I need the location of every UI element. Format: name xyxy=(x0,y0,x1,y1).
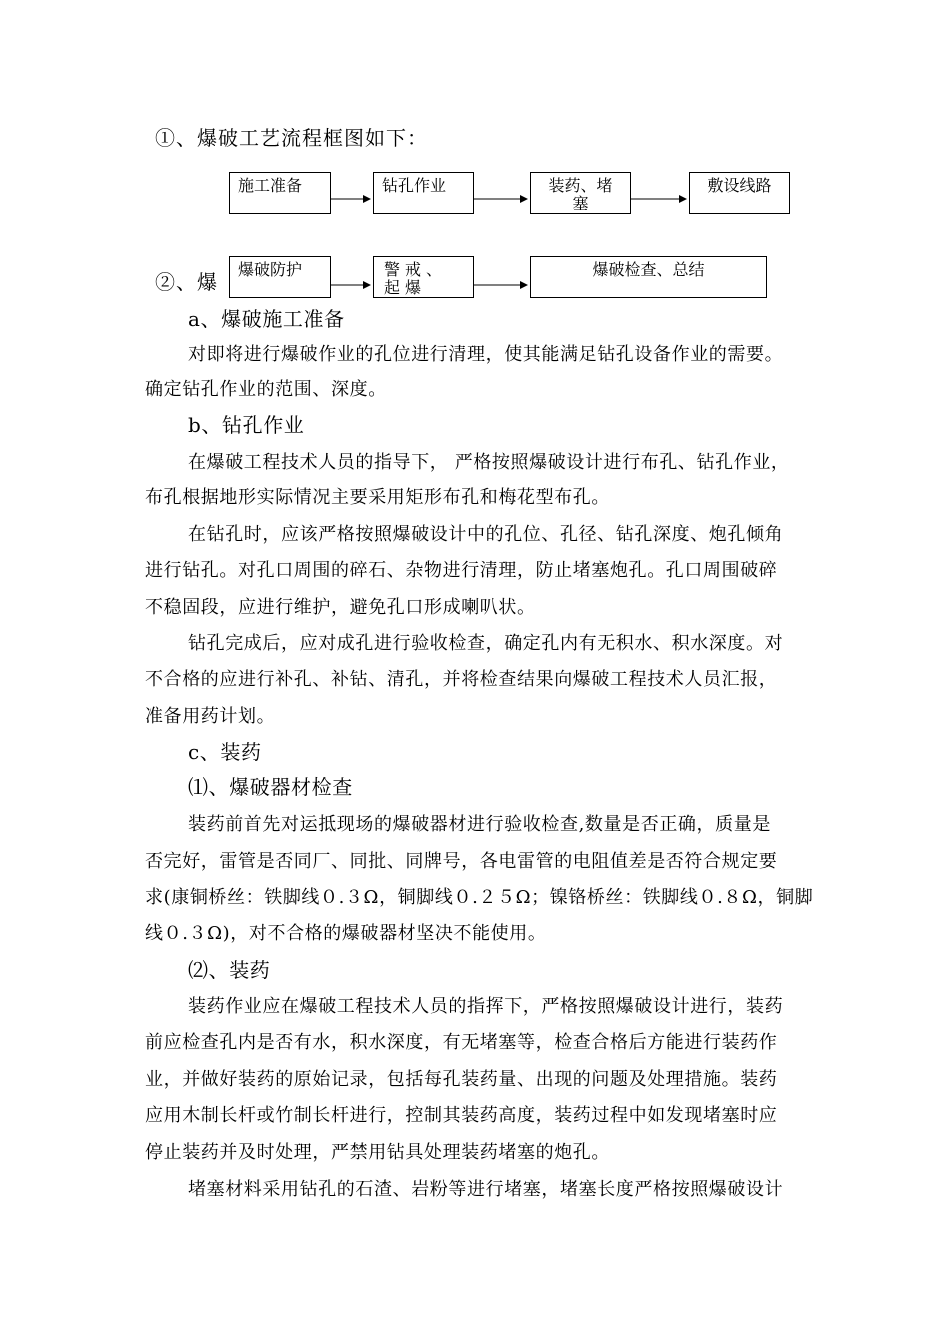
flow-box-preparation: 施工准备 xyxy=(229,172,331,214)
text-line: 业，并做好装药的原始记录，包括每孔装药量、出现的问题及处理措施。装药 xyxy=(145,1069,778,1090)
section-b-heading: b、钻孔作业 xyxy=(188,413,305,437)
text-line: 应用木制长杆或竹制长杆进行，控制其装药高度，装药过程中如发现堵塞时应 xyxy=(145,1105,778,1126)
text-line: 对即将进行爆破作业的孔位进行清理，使其能满足钻孔设备作业的需要。 xyxy=(188,344,784,365)
text-line: 停止装药并及时处理，严禁用钻具处理装药堵塞的炮孔。 xyxy=(145,1142,610,1163)
text-line: 求(康铜桥丝：铁脚线０.３Ω，铜脚线０.２５Ω；镍铬桥丝：铁脚线０.８Ω，铜脚 xyxy=(145,887,814,908)
text-line: 装药作业应在爆破工程技术人员的指挥下，严格按照爆破设计进行，装药 xyxy=(188,996,784,1017)
text-line: 线０.３Ω)，对不合格的爆破器材坚决不能使用。 xyxy=(145,923,547,944)
flow-box-drilling: 钻孔作业 xyxy=(373,172,474,214)
text-line: 布孔根据地形实际情况主要采用矩形布孔和梅花型布孔。 xyxy=(145,487,610,508)
text-line: 不合格的应进行补孔、补钻、清孔，并将检查结果向爆破工程技术人员汇报， xyxy=(145,669,778,690)
section-c-heading: c、装药 xyxy=(188,740,262,764)
subsection-1-heading: ⑴、爆破器材检查 xyxy=(188,775,353,799)
section-2-heading: ②、爆 xyxy=(155,270,218,294)
text-line: 准备用药计划。 xyxy=(145,706,276,727)
text-line: 在爆破工程技术人员的指导下， 严格按照爆破设计进行布孔、钻孔作业， xyxy=(188,452,790,473)
text-line: 确定钻孔作业的范围、深度。 xyxy=(145,379,387,400)
flow-box-charging: 装药、堵塞 xyxy=(530,172,631,214)
flow-box-warning: 警戒、起爆 xyxy=(373,256,474,298)
text-line: 堵塞材料采用钻孔的石渣、岩粉等进行堵塞，堵塞长度严格按照爆破设计 xyxy=(188,1179,784,1200)
subsection-2-heading: ⑵、装药 xyxy=(188,958,271,982)
flowchart-arrows xyxy=(0,0,950,320)
flow-box-inspection: 爆破检查、总结 xyxy=(530,256,767,298)
flowchart-title: ①、爆破工艺流程框图如下： xyxy=(155,126,428,150)
flow-box-protection: 爆破防护 xyxy=(229,256,331,298)
text-line: 装药前首先对运抵现场的爆破器材进行验收检查,数量是否正确，质量是 xyxy=(188,814,771,835)
text-line: 否完好，雷管是否同厂、同批、同牌号，各电雷管的电阻值差是否符合规定要 xyxy=(145,851,778,872)
text-line: 不稳固段，应进行维护，避免孔口形成喇叭状。 xyxy=(145,597,536,618)
flow-box-wiring: 敷设线路 xyxy=(689,172,790,214)
text-line: 钻孔完成后，应对成孔进行验收检查，确定孔内有无积水、积水深度。对 xyxy=(188,633,784,654)
text-line: 前应检查孔内是否有水，积水深度，有无堵塞等，检查合格后方能进行装药作 xyxy=(145,1032,778,1053)
section-a-heading: a、爆破施工准备 xyxy=(188,307,345,331)
text-line: 在钻孔时，应该严格按照爆破设计中的孔位、孔径、钻孔深度、炮孔倾角 xyxy=(188,524,784,545)
text-line: 进行钻孔。对孔口周围的碎石、杂物进行清理，防止堵塞炮孔。孔口周围破碎 xyxy=(145,560,778,581)
